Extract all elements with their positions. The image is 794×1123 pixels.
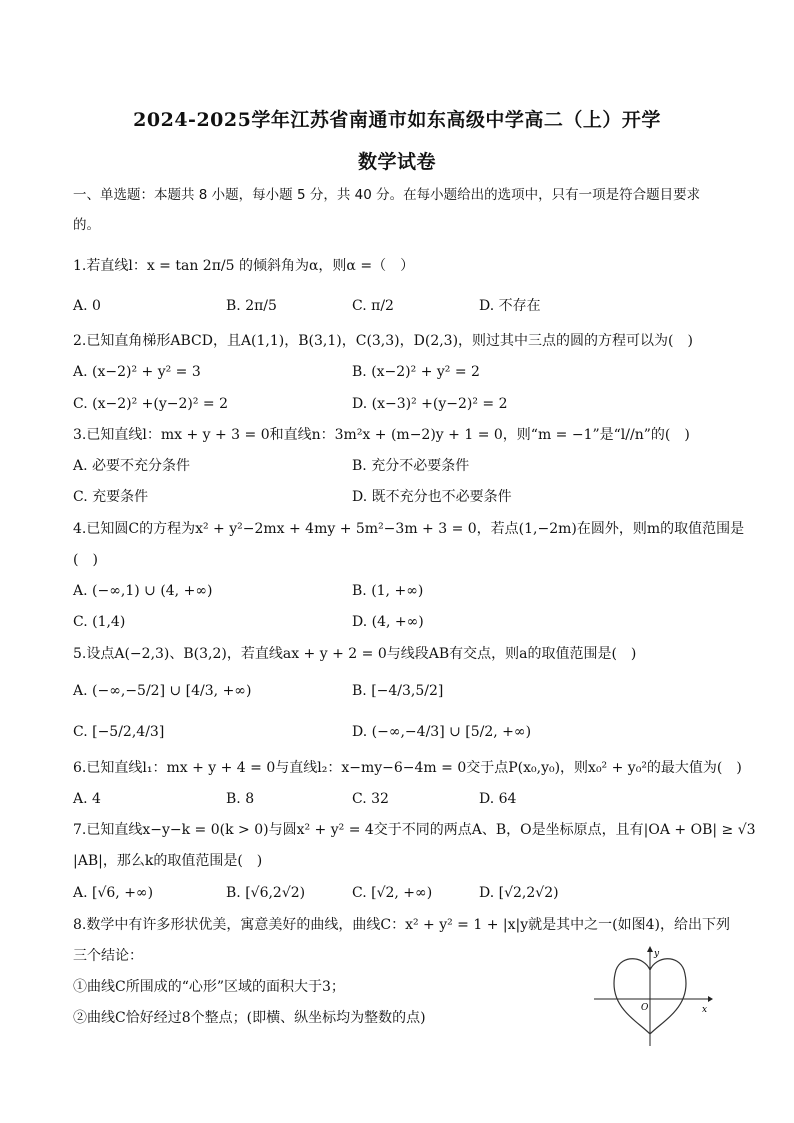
question-8-stem: 8.数学中有许多形状优美，寓意美好的曲线，曲线C：x² + y² = 1 + |x|y就是其中之一(如图4)，给出下列: [73, 917, 730, 933]
question-7-stem-cont: |AB|，那么k的取值范围是( ): [73, 853, 263, 869]
q6-option-c: C. 32: [352, 791, 389, 807]
q6-option-a: A. 4: [73, 791, 101, 807]
question-2-stem: 2.已知直角梯形ABCD，且A(1,1)，B(3,1)，C(3,3)，D(2,3)，则过其中三点的圆的方程可以为( ): [73, 333, 693, 349]
heart-curve-figure: [592, 946, 714, 1048]
question-8-stem-cont: 三个结论：: [73, 948, 143, 964]
q1-option-a: A. 0: [73, 298, 101, 314]
question-1-stem: 1.若直线l：x = tan 2π/5 的倾斜角为α，则α =（ ）: [73, 258, 415, 274]
q3-option-c: C. 充要条件: [73, 489, 149, 505]
q2-option-d: D. (x−3)² +(y−2)² = 2: [352, 396, 508, 412]
question-7-stem: 7.已知直线x−y−k = 0(k > 0)与圆x² + y² = 4交于不同的两点A、B，O是坐标原点，且有|OA + OB| ≥ √3: [73, 822, 756, 838]
q5-option-b: B. [−4/3,5/2]: [352, 683, 444, 699]
q6-option-d: D. 64: [479, 791, 517, 807]
section-instruction-line1: 一、单选题：本题共 8 小题，每小题 5 分，共 40 分。在每小题给出的选项中，只有一项是符合题目要求: [73, 187, 701, 203]
q5-option-c: C. [−5/2,4/3]: [73, 724, 165, 740]
q1-option-d: D. 不存在: [479, 298, 541, 314]
q4-option-d: D. (4, +∞): [352, 614, 424, 630]
q3-option-b: B. 充分不必要条件: [352, 458, 470, 474]
question-8-conclusion-2: ②曲线C恰好经过8个整点；(即横、纵坐标均为整数的点): [73, 1010, 426, 1026]
q7-option-d: D. [√2,2√2): [479, 885, 559, 901]
x-axis-arrow: [708, 996, 713, 1002]
question-4-stem: 4.已知圆C的方程为x² + y²−2mx + 4my + 5m²−3m + 3 = 0，若点(1,−2m)在圆外，则m的取值范围是: [73, 521, 745, 537]
origin-label: O: [641, 1003, 649, 1013]
q2-option-a: A. (x−2)² + y² = 3: [73, 364, 201, 380]
q4-option-b: B. (1, +∞): [352, 583, 424, 599]
question-6-stem: 6.已知直线l₁：mx + y + 4 = 0与直线l₂：x−my−6−4m = 0交于点P(x₀,y₀)，则x₀² + y₀²的最大值为( ): [73, 760, 742, 776]
question-8-conclusion-1: ①曲线C所围成的“心形”区域的面积大于3；: [73, 979, 345, 995]
x-axis-label: x: [702, 1005, 708, 1015]
q7-option-b: B. [√6,2√2): [226, 885, 306, 901]
q3-option-a: A. 必要不充分条件: [73, 458, 191, 474]
y-axis-label: y: [654, 949, 660, 959]
question-5-stem: 5.设点A(−2,3)、B(3,2)，若直线ax + y + 2 = 0与线段AB有交点，则a的取值范围是( ): [73, 646, 637, 662]
exam-title: 2024-2025学年江苏省南通市如东高级中学高二（上）开学: [133, 109, 661, 131]
q1-option-c: C. π/2: [352, 298, 394, 314]
q5-option-d: D. (−∞,−4/3] ∪ [5/2, +∞): [352, 724, 532, 740]
question-4-stem-cont: ( ): [73, 552, 98, 568]
q5-option-a: A. (−∞,−5/2] ∪ [4/3, +∞): [73, 683, 252, 699]
q2-option-c: C. (x−2)² +(y−2)² = 2: [73, 396, 228, 412]
q7-option-a: A. [√6, +∞): [73, 885, 154, 901]
q2-option-b: B. (x−2)² + y² = 2: [352, 364, 480, 380]
q4-option-c: C. (1,4): [73, 614, 126, 630]
y-axis-arrow: [647, 946, 653, 952]
q7-option-c: C. [√2, +∞): [352, 885, 433, 901]
section-instruction-line2: 的。: [73, 217, 100, 233]
q3-option-d: D. 既不充分也不必要条件: [352, 489, 512, 505]
q6-option-b: B. 8: [226, 791, 255, 807]
q1-option-b: B. 2π/5: [226, 298, 277, 314]
exam-subtitle: 数学试卷: [357, 151, 436, 173]
question-3-stem: 3.已知直线l：mx + y + 3 = 0和直线n：3m²x + (m−2)y + 1 = 0，则“m = −1”是“l//n”的( ): [73, 427, 690, 443]
q4-option-a: A. (−∞,1) ∪ (4, +∞): [73, 583, 213, 599]
